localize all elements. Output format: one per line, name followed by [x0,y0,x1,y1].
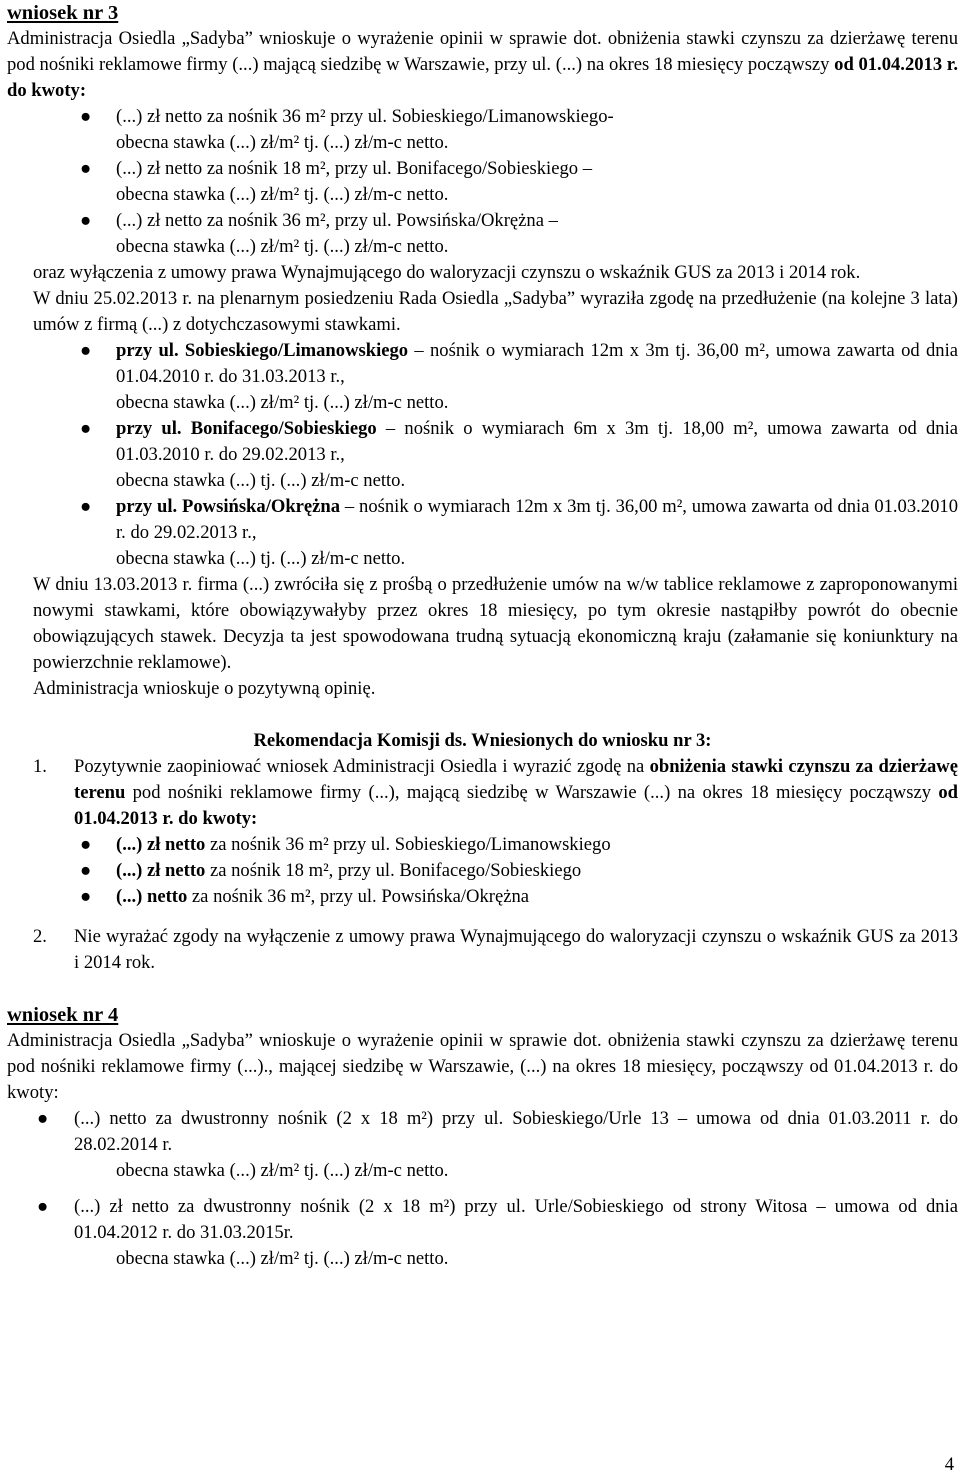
list-item: ● (...) zł netto za nośnik 36 m² przy ul. Sobieskiego/Limanowskiego- obecna stawka (...) zł/m² tj. (...) zł/m-c netto. [80,106,614,153]
section-heading-wniosek-3: wniosek nr 3 [7,2,119,24]
list-item: ● przy ul. Sobieskiego/Limanowskiego – nośnik o wymiarach 12m x 3m tj. 36,00 m², umowa zawarta od dnia 01.04.2010 r. do 31.03.2013 r., obecna stawka (...) zł/m² tj. (...) zł/m-c netto. [80,340,958,413]
recommendation-title: Rekomendacja Komisji ds. Wniesionych do wniosku nr 3: [253,730,712,751]
bullet-icon: ● [80,158,92,179]
list-item: ● (...) zł netto za nośnik 36 m² przy ul. Sobieskiego/Limanowskiego [7,832,958,858]
list-item: ● (...) netto za nośnik 36 m², przy ul. Powsińska/Okrężna [7,884,958,910]
list-item: ● (...) zł netto za nośnik 36 m², przy ul. Powsińska/Okrężna – obecna stawka (...) zł/m² tj. (...) zł/m-c netto. [80,210,558,257]
list-item: ● przy ul. Powsińska/Okrężna – nośnik o wymiarach 12m x 3m tj. 36,00 m², umowa zawarta od dnia 01.03.2010 r. do 29.02.2013 r., obecna stawka (...) tj. (...) zł/m-c netto. [80,496,958,569]
bullet-icon: ● [80,834,92,855]
list-item: ● przy ul. Bonifacego/Sobieskiego – nośnik o wymiarach 6m x 3m tj. 18,00 m², umowa zawarta od dnia 01.03.2010 r. do 29.02.2013 r., obecna stawka (...) tj. (...) zł/m-c netto. [80,418,958,491]
bullet-icon: ● [80,496,92,517]
bullet-icon: ● [80,860,92,881]
spacer [7,1184,958,1194]
bullet-icon: ● [37,1108,49,1129]
paragraph-firm-request: W dniu 13.03.2013 r. firma (...) zwróciła się z prośbą o przedłużenie umów na w/w tablice reklamowe z zaproponowanymi nowymi stawkami, które obowiązywałyby przez okres 18 miesięcy, po tym okresie nastąpiłby powrót do obecnie obowiązujących stawek. Decyzja ta jest spowodowana trudną sytuacją ekonomiczną kraju (załamanie się koniunktury na powierzchnie reklamowe). [33,574,958,673]
bullet-icon: ● [80,418,92,439]
paragraph-intro-4: Administracja Osiedla „Sadyba” wnioskuje o wyrażenie opinii w sprawie dot. obniżenia stawki czynszu za dzierżawę terenu pod nośniki reklamowe firmy (...)., mającej siedzibę w Warszawie, (...) na okres 18 miesięcy, począwszy od 01.04.2013 r. do kwoty: [7,1030,958,1103]
numbered-item: 2. Nie wyrażać zgody na wyłączenie z umowy prawa Wynajmującego do waloryzacji czynszu o wskaźnik GUS za 2013 i 2014 rok. [33,926,958,973]
numbered-item: 1. Pozytywnie zaopiniować wniosek Administracji Osiedla i wyrazić zgodę na obniżenia stawki czynszu za dzierżawę terenu pod nośniki reklamowe firmy (...), mającą siedzibę w Warszawie (...) na okres 18 miesięcy począwszy od 01.04.2013 r. do kwoty: [33,756,958,829]
bullet-icon: ● [80,340,92,361]
spacer [7,976,958,1002]
list-item: ● (...) zł netto za nośnik 18 m², przy ul. Bonifacego/Sobieskiego [7,858,958,884]
item-number: 1. [33,756,47,777]
paragraph-admin-opinion: Administracja wnioskuje o pozytywną opinię. [33,678,376,699]
list-item: ● (...) netto za dwustronny nośnik (2 x 18 m²) przy ul. Sobieskiego/Urle 13 – umowa od dnia 01.03.2011 r. do 28.02.2014 r. obecna stawka (...) zł/m² tj. (...) zł/m-c netto. [37,1108,958,1181]
paragraph-plenary: W dniu 25.02.2013 r. na plenarnym posiedzeniu Rada Osiedla „Sadyba” wyraziła zgodę na przedłużenie (na kolejne 3 lata) umów z firmą (...) z dotychczasowymi stawkami. [33,288,958,335]
spacer [7,702,958,728]
section-heading-wniosek-4: wniosek nr 4 [7,1004,119,1026]
item-number: 2. [33,926,47,947]
paragraph-gus-3: oraz wyłączenia z umowy prawa Wynajmującego do waloryzacji czynszu o wskaźnik GUS za 2013 i 2014 rok. [33,262,861,283]
bullet-icon: ● [80,210,92,231]
page-number: 4 [944,1454,954,1475]
list-item: ● (...) zł netto za dwustronny nośnik (2 x 18 m²) przy ul. Urle/Sobieskiego od strony Witosa – umowa od dnia 01.04.2012 r. do 31.03.2015r. obecna stawka (...) zł/m² tj. (...) zł/m-c netto. [37,1196,958,1269]
paragraph-intro-3: Administracja Osiedla „Sadyba” wnioskuje o wyrażenie opinii w sprawie dot. obniżenia stawki czynszu za dzierżawę terenu pod nośniki reklamowe firmy (...) mającą siedzibę w Warszawie, przy ul. (...) na okres 18 miesięcy począwszy od 01.04.2013 r. do kwoty: [7,28,958,101]
bullet-icon: ● [80,886,92,907]
bullet-icon: ● [37,1196,49,1217]
bullet-icon: ● [80,106,92,127]
list-item: ● (...) zł netto za nośnik 18 m², przy ul. Bonifacego/Sobieskiego – obecna stawka (...) zł/m² tj. (...) zł/m-c netto. [80,158,593,205]
spacer [7,910,958,924]
document-page [7,0,958,1272]
